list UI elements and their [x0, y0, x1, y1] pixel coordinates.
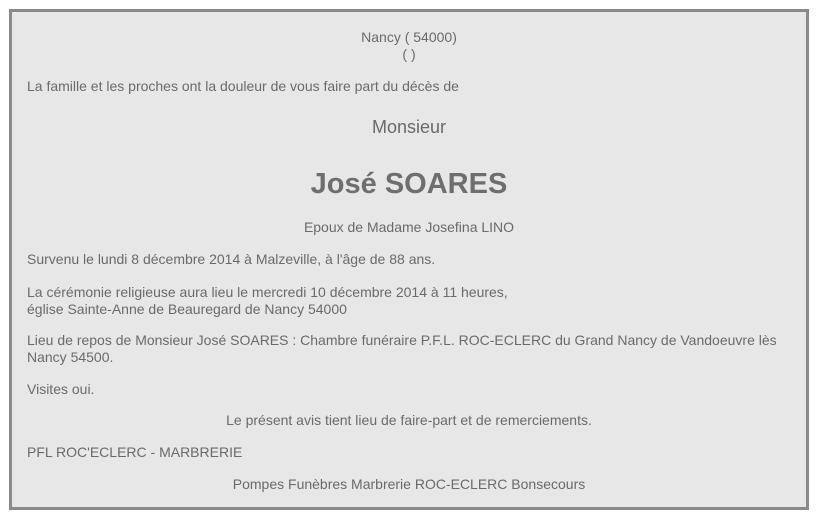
intro-text: La famille et les proches ont la douleur de vous faire part du décès de [27, 78, 459, 94]
ceremony-text-line2: église Sainte-Anne de Beauregard de Nancy 54000 [27, 301, 347, 317]
civility: Monsieur [371, 117, 447, 137]
deceased-name: José SOARES [310, 168, 508, 200]
visits-text: Visites oui. [27, 381, 95, 397]
obituary-notice [9, 9, 809, 510]
ceremony-text-line1: La cérémonie religieuse aura lieu le mercredi 10 décembre 2014 à 11 heures, [27, 284, 508, 300]
rest-place-text: Lieu de repos de Monsieur José SOARES : Chambre funéraire P.F.L. ROC-ECLERC du Grand Nancy de Vandoeuvre lès Nancy 54500. [27, 332, 777, 365]
pfl-text: PFL ROC'ECLERC - MARBRERIE [27, 444, 243, 460]
location-extra: ( ) [402, 46, 416, 62]
funeral-home-text: Pompes Funèbres Marbrerie ROC-ECLERC Bonsecours [232, 476, 586, 492]
death-text: Survenu le lundi 8 décembre 2014 à Malzeville, à l'âge de 88 ans. [27, 251, 436, 267]
spouse-text: Epoux de Madame Josefina LINO [303, 219, 515, 235]
location-city: Nancy ( 54000) [361, 29, 457, 45]
thanks-text: Le présent avis tient lieu de faire-part et de remerciements. [226, 412, 592, 428]
